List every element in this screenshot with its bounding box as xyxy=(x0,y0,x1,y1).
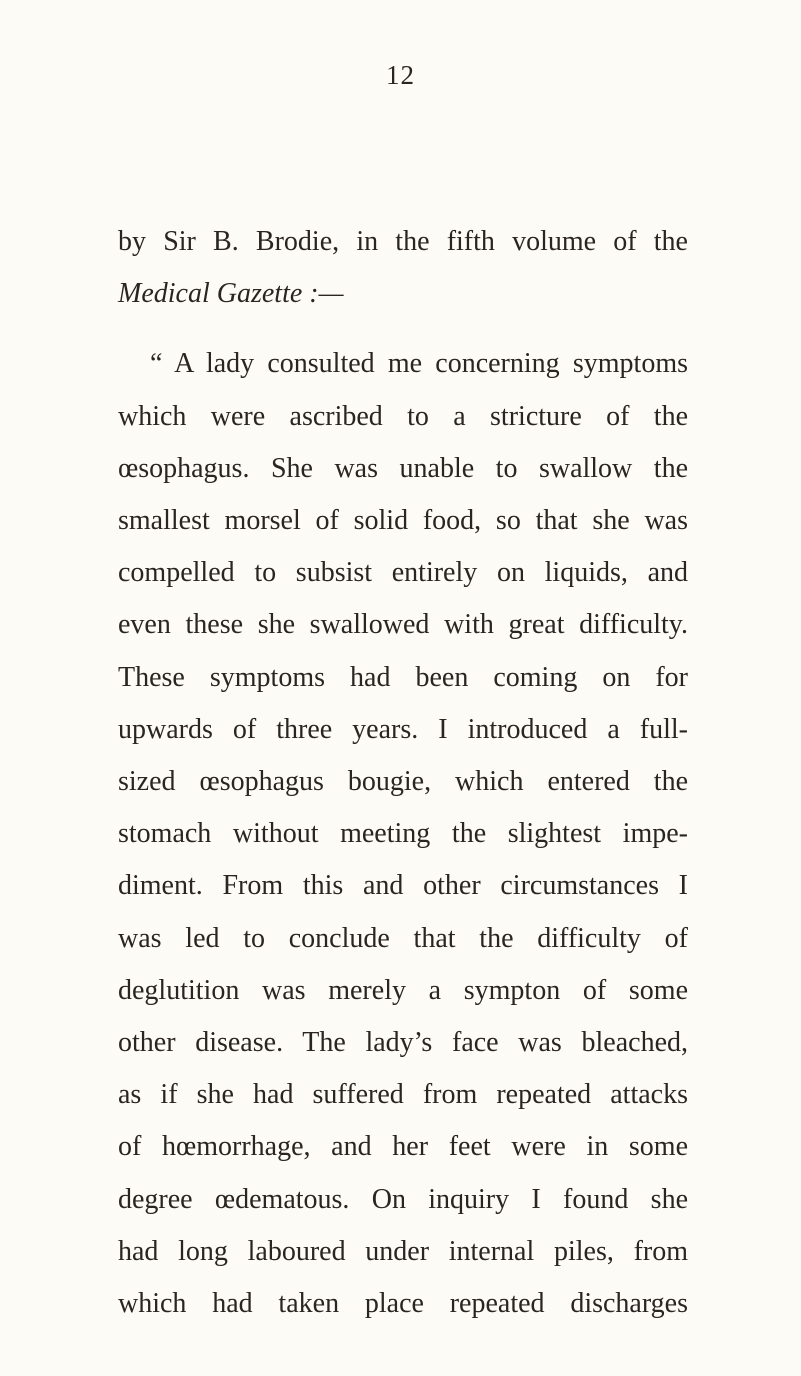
text-line-7: compelled to subsist entirely on liquids, and xyxy=(118,557,688,588)
text-line-10: upwards of three years. I introduced a full- xyxy=(118,714,688,745)
text-line-14: was led to conclude that the difficulty of xyxy=(118,923,688,954)
text-line-9: These symptoms had been coming on for xyxy=(118,662,688,693)
text-line-5: œsophagus. She was unable to swallow the xyxy=(118,453,688,484)
text-line-11: sized œsophagus bougie, which entered the xyxy=(118,766,688,797)
page-number: 12 xyxy=(386,60,415,90)
text-line-4: which were ascribed to a stricture of the xyxy=(118,401,688,432)
text-line-20: had long laboured under internal piles, from xyxy=(118,1236,688,1267)
text-line-17: as if she had suffered from repeated attacks xyxy=(118,1079,688,1110)
text-line-1: by Sir B. Brodie, in the fifth volume of the xyxy=(118,226,688,257)
text-line-18: of hœmorrhage, and her feet were in some xyxy=(118,1131,688,1162)
text-line-6: smallest morsel of solid food, so that she was xyxy=(118,505,688,536)
text-line-13: diment. From this and other circumstances I xyxy=(118,870,688,901)
text-line-12: stomach without meeting the slightest impe- xyxy=(118,818,688,849)
text-line-21: which had taken place repeated discharges xyxy=(118,1288,688,1319)
text-line-3-quote-start: “ A lady consulted me concerning symptoms xyxy=(150,348,688,379)
text-line-15: deglutition was merely a sympton of some xyxy=(118,975,688,1006)
text-line-2-journal-title: Medical Gazette :— xyxy=(118,278,344,309)
text-line-19: degree œdematous. On inquiry I found she xyxy=(118,1184,688,1215)
text-line-8: even these she swallowed with great difficulty. xyxy=(118,609,688,640)
text-line-16: other disease. The lady’s face was bleached, xyxy=(118,1027,688,1058)
